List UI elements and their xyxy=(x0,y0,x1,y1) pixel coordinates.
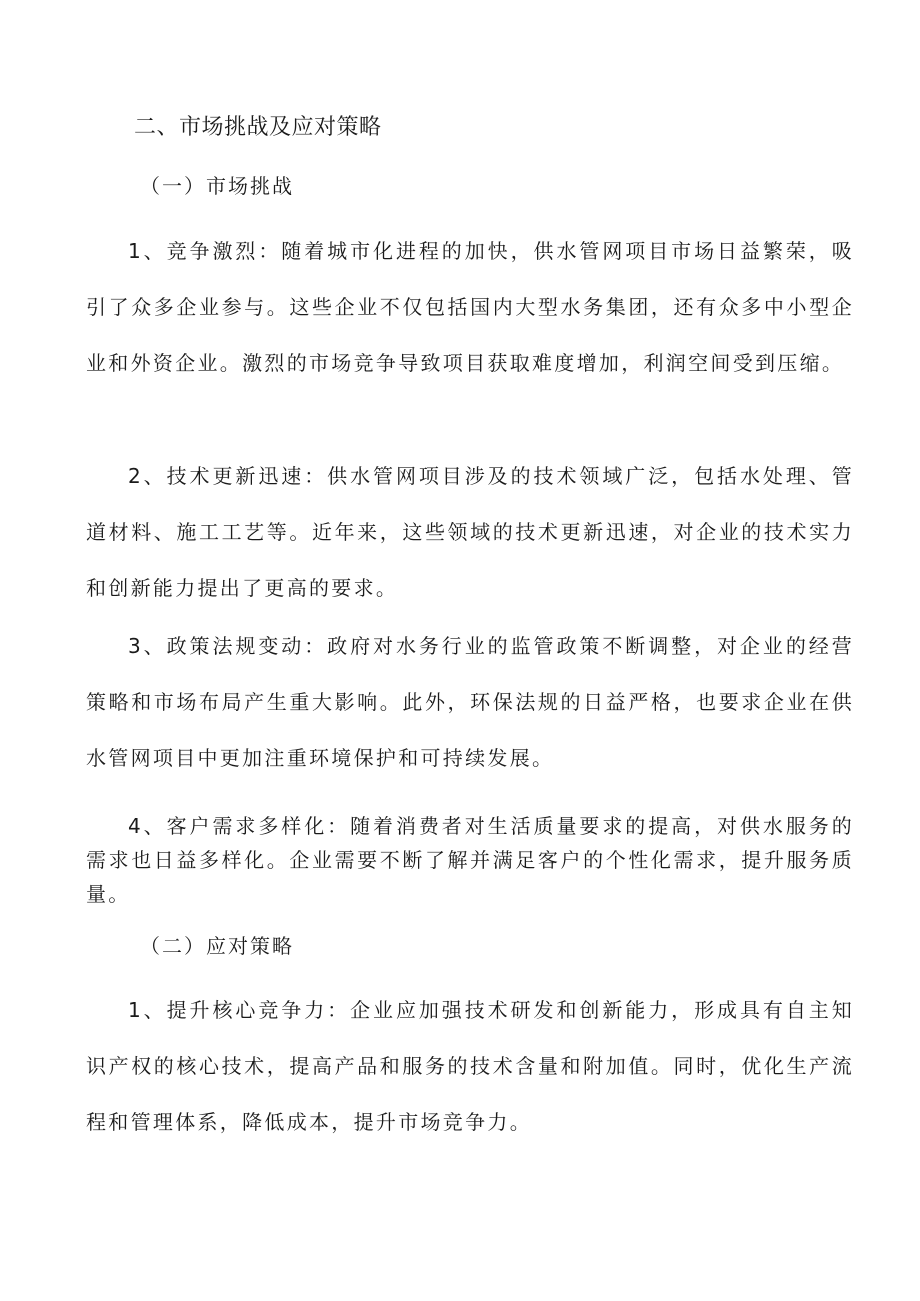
paragraph-challenge-2: 2、技术更新迅速：供水管网项目涉及的技术领域广泛，包括水处理、管道材料、施工工艺等。近年来，这些领域的技术更新迅速，对企业的技术实力和创新能力提出了更高的要求。 xyxy=(86,464,854,600)
paragraph-challenge-3: 3、政策法规变动：政府对水务行业的监管政策不断调整，对企业的经营策略和市场布局产生重大影响。此外，环保法规的日益严格，也要求企业在供水管网项目中更加注重环境保护和可持续发展。 xyxy=(86,634,854,770)
page-title: 二、市场挑战及应对策略 xyxy=(134,115,382,140)
paragraph-challenge-1: 1、竞争激烈：随着城市化进程的加快，供水管网项目市场日益繁荣，吸引了众多企业参与。这些企业不仅包括国内大型水务集团，还有众多中小型企业和外资企业。激烈的市场竞争导致项目获取难度增加，利润空间受到压缩。 xyxy=(86,239,854,375)
section-title-strategies: （二）应对策略 xyxy=(140,934,294,958)
paragraph-challenge-4: 4、客户需求多样化：随着消费者对生活质量要求的提高，对供水服务的需求也日益多样化。企业需要不断了解并满足客户的个性化需求，提升服务质量。 xyxy=(86,814,854,906)
section-title-challenges: （一）市场挑战 xyxy=(140,174,294,198)
paragraph-strategy-1: 1、提升核心竞争力：企业应加强技术研发和创新能力，形成具有自主知识产权的核心技术，提高产品和服务的技术含量和附加值。同时，优化生产流程和管理体系，降低成本，提升市场竞争力。 xyxy=(86,998,854,1134)
